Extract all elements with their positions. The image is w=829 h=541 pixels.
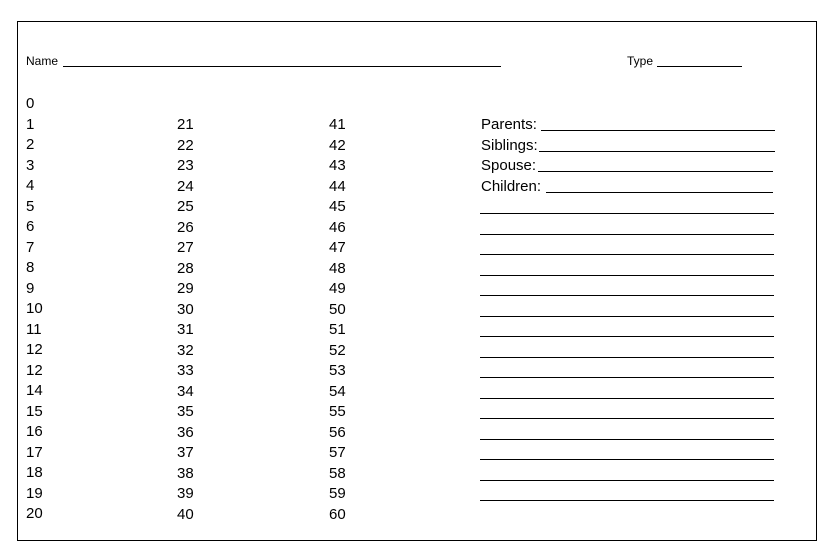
number-cell: 2 bbox=[26, 136, 35, 153]
number-cell: 26 bbox=[177, 218, 194, 236]
number-cell: 49 bbox=[329, 280, 346, 297]
blank-line bbox=[480, 295, 774, 296]
number-cell: 21 bbox=[177, 116, 194, 133]
number-cell: 23 bbox=[177, 157, 194, 174]
number-cell: 1 bbox=[26, 115, 35, 133]
number-cell: 57 bbox=[329, 444, 346, 461]
number-cell: 14 bbox=[26, 382, 43, 399]
blank-line bbox=[480, 316, 774, 317]
number-cell: 17 bbox=[26, 443, 43, 461]
number-cell: 45 bbox=[329, 198, 346, 215]
blank-line bbox=[480, 336, 774, 337]
number-cell: 39 bbox=[177, 485, 194, 502]
number-cell: 12 bbox=[26, 361, 43, 379]
blank-line bbox=[480, 439, 774, 440]
number-cell: 8 bbox=[26, 259, 35, 276]
number-cell: 15 bbox=[26, 402, 43, 420]
parents-line bbox=[541, 130, 775, 131]
number-cell: 35 bbox=[177, 403, 194, 420]
number-cell: 7 bbox=[26, 238, 35, 256]
number-cell: 12 bbox=[26, 341, 43, 358]
number-cell: 59 bbox=[329, 485, 346, 502]
number-cell: 11 bbox=[26, 320, 42, 338]
children-line bbox=[546, 192, 773, 193]
number-cell: 48 bbox=[329, 259, 346, 277]
spouse-label: Spouse: bbox=[481, 157, 537, 174]
document-page bbox=[17, 21, 817, 541]
number-cell: 25 bbox=[177, 198, 194, 215]
parents-label: Parents: bbox=[481, 116, 537, 133]
number-cell: 52 bbox=[329, 341, 346, 359]
number-cell: 29 bbox=[177, 280, 194, 297]
number-cell: 38 bbox=[177, 464, 194, 482]
number-cell: 9 bbox=[26, 279, 35, 297]
number-cell: 46 bbox=[329, 218, 346, 236]
number-cell: 41 bbox=[329, 116, 346, 133]
number-cell: 30 bbox=[177, 300, 194, 318]
siblings-label: Siblings: bbox=[481, 137, 538, 154]
number-cell: 42 bbox=[329, 136, 346, 154]
children-label: Children: bbox=[481, 178, 542, 195]
number-cell: 53 bbox=[329, 362, 346, 379]
name-underline bbox=[63, 66, 501, 67]
number-cell: 55 bbox=[329, 403, 346, 420]
blank-line bbox=[480, 377, 774, 378]
number-cell: 47 bbox=[329, 239, 346, 256]
number-cell: 33 bbox=[177, 362, 194, 379]
blank-line bbox=[480, 418, 774, 419]
number-cell: 54 bbox=[329, 382, 346, 400]
blank-line bbox=[480, 275, 774, 276]
siblings-line bbox=[539, 151, 775, 152]
number-cell: 16 bbox=[26, 423, 43, 440]
number-cell: 58 bbox=[329, 464, 346, 482]
number-cell: 27 bbox=[177, 239, 194, 256]
blank-line bbox=[480, 234, 774, 235]
number-cell: 40 bbox=[177, 505, 194, 523]
number-cell: 10 bbox=[26, 300, 43, 317]
number-cell: 32 bbox=[177, 341, 194, 359]
name-label: Name bbox=[26, 54, 59, 68]
number-cell: 20 bbox=[26, 505, 43, 522]
number-cell: 22 bbox=[177, 136, 194, 154]
number-cell: 24 bbox=[177, 177, 194, 195]
blank-line bbox=[480, 500, 774, 501]
number-cell: 60 bbox=[329, 505, 346, 523]
blank-line bbox=[480, 213, 774, 214]
blank-line bbox=[480, 357, 774, 358]
number-cell: 34 bbox=[177, 382, 194, 400]
blank-line bbox=[480, 254, 774, 255]
number-cell: 28 bbox=[177, 259, 194, 277]
type-underline bbox=[657, 66, 742, 67]
number-cell: 4 bbox=[26, 177, 35, 194]
number-cell: 56 bbox=[329, 423, 346, 441]
number-cell: 18 bbox=[26, 464, 43, 481]
number-cell: 31 bbox=[177, 321, 194, 338]
blank-line bbox=[480, 480, 774, 481]
blank-line bbox=[480, 398, 774, 399]
number-cell: 43 bbox=[329, 157, 346, 174]
number-cell: 5 bbox=[26, 197, 35, 215]
blank-line bbox=[480, 459, 774, 460]
number-cell: 6 bbox=[26, 218, 35, 235]
number-cell: 3 bbox=[26, 156, 35, 174]
number-cell: 50 bbox=[329, 300, 346, 318]
number-cell: 0 bbox=[26, 95, 35, 112]
number-cell: 36 bbox=[177, 423, 194, 441]
number-cell: 44 bbox=[329, 177, 346, 195]
spouse-line bbox=[538, 171, 773, 172]
type-label: Type bbox=[627, 54, 654, 68]
number-cell: 19 bbox=[26, 484, 43, 502]
number-cell: 51 bbox=[329, 321, 346, 338]
number-cell: 37 bbox=[177, 444, 194, 461]
